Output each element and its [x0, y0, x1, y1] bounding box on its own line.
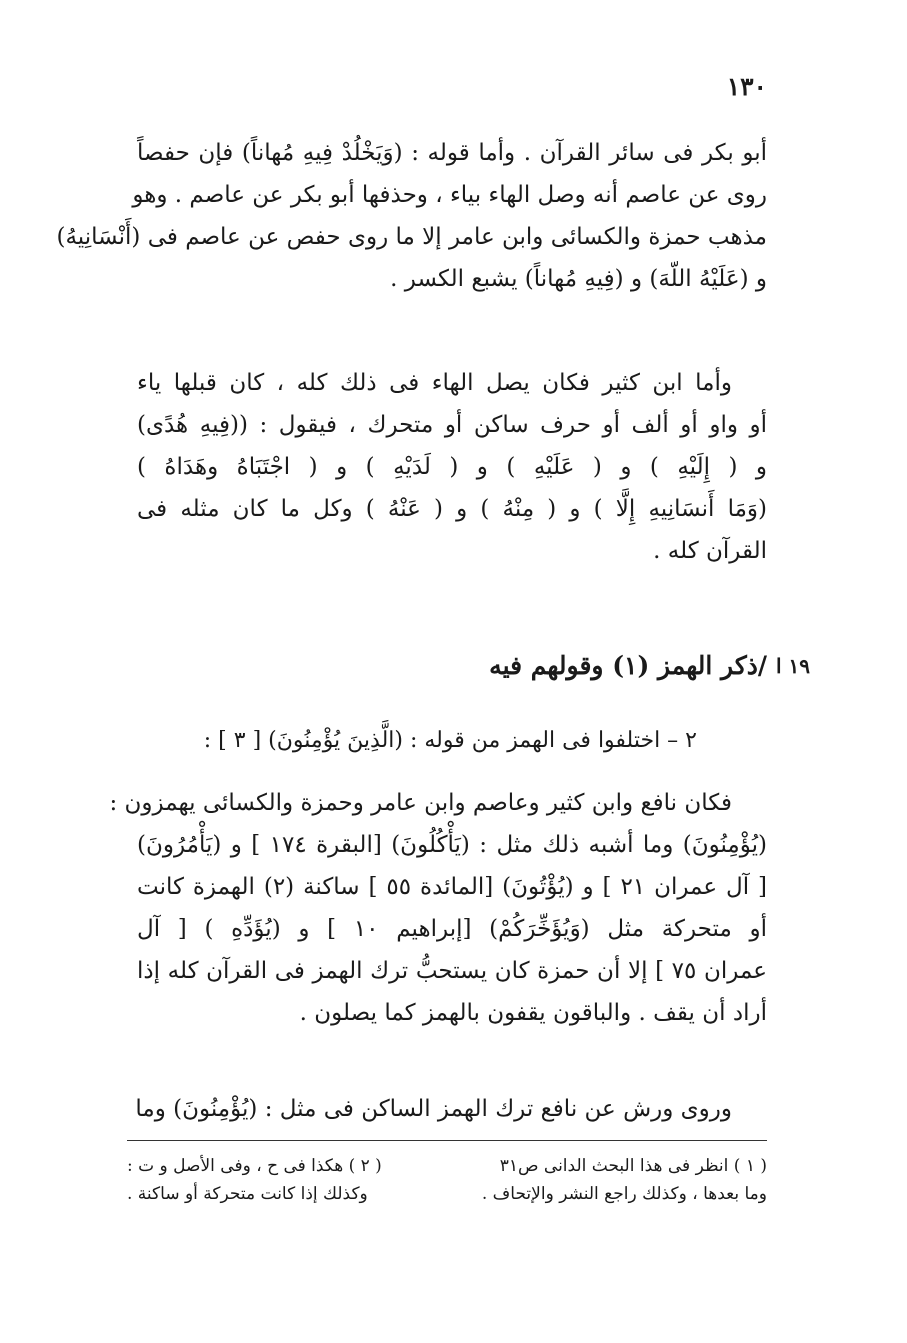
text-line: روى عن عاصم أنه وصل الهاء بياء ، وحذفها أبو بكر عن عاصم . وهو: [132, 182, 767, 208]
paragraph-2: [137, 362, 767, 572]
text-line: عمران ٧٥ ] إلا أن حمزة كان يستحبُّ ترك الهمز فى القرآن كله إذا: [137, 958, 767, 984]
page-number: ١٣٠: [726, 72, 767, 101]
text-line: أو واو أو ألف أو حرف ساكن أو متحرك ، فيقول : ((فِيهِ هُدًى): [137, 412, 767, 438]
text-line: أبو بكر فى سائر القرآن . وأما قوله : (وَيَخْلُدْ فِيهِ مُهاناً) فإن حفصاً: [137, 140, 767, 166]
paragraph-4: [137, 1088, 767, 1130]
footnote-2-continued: وكذلك إذا كانت متحركة أو ساكنة .: [127, 1184, 368, 1204]
footnote-divider: [127, 1140, 767, 1141]
section-heading: /ذكر الهمز (١) وقولهم فيه: [489, 651, 767, 680]
footnote-1: ( ١ ) انظر فى هذا البحث الدانى ص٣١: [499, 1156, 767, 1176]
text-line: (يُؤْمِنُونَ) وما أشبه ذلك مثل : (يَأْكُلُونَ) [البقرة ١٧٤ ] و (يَأْمُرُونَ): [137, 832, 767, 858]
footnote-line: [127, 1180, 767, 1208]
paragraph-3: [109, 782, 767, 1034]
text-line: (وَمَا أَنسَانِيهِ إِلَّا ) و ( مِنْهُ ) و ( عَنْهُ ) وكل ما كان مثله فى: [137, 496, 767, 522]
footnotes: [127, 1152, 767, 1208]
text-line: أراد أن يقف . والباقون يقفون بالهمز كما يصلون .: [299, 1000, 767, 1026]
footnote-2: ( ٢ ) هكذا فى ح ، وفى الأصل و ت :: [127, 1156, 382, 1176]
margin-reference: ١٩ ا: [775, 654, 810, 678]
text-line: أو متحركة مثل (وَيُؤَخِّرَكُمْ) [إبراهيم ١٠ ] و (يُؤَدِّهِ ) [ آل: [137, 916, 767, 942]
text-line: وروى ورش عن نافع ترك الهمز الساكن فى مثل : (يُؤْمِنُونَ) وما: [135, 1096, 732, 1122]
text-line: و (عَلَيْهُ اللّهَ) و (فِيهِ مُهاناً) يشبع الكسر .: [390, 266, 767, 292]
paragraph-1: [56, 132, 767, 300]
text-line: القرآن كله .: [653, 538, 767, 564]
subheading: ٢ – اختلفوا فى الهمز من قوله : (الَّذِينَ يُؤْمِنُونَ) [ ٣ ] :: [203, 728, 697, 753]
text-line: فكان نافع وابن كثير وعاصم وابن عامر وحمزة والكسائى يهمزون :: [109, 790, 732, 816]
text-line: مذهب حمزة والكسائى وابن عامر إلا ما روى حفص عن عاصم فى (أَنْسَانِيهُ): [56, 224, 767, 250]
section-heading-row: [137, 645, 767, 687]
text-line: و ( إِلَيْهِ ) و ( عَلَيْهِ ) و ( لَدَيْهِ ) و ( اجْتَبَاهُ وهَدَاهُ ): [137, 454, 767, 480]
text-line: [ آل عمران ٢١ ] و (يُؤْتُونَ) [المائدة ٥٥ ] ساكنة (٢) الهمزة كانت: [137, 874, 767, 900]
footnote-1-continued: وما بعدها ، وكذلك راجع النشر والإتحاف .: [481, 1184, 767, 1204]
footnote-line: [127, 1152, 767, 1180]
text-line: وأما ابن كثير فكان يصل الهاء فى ذلك كله ، كان قبلها ياء: [137, 370, 732, 396]
